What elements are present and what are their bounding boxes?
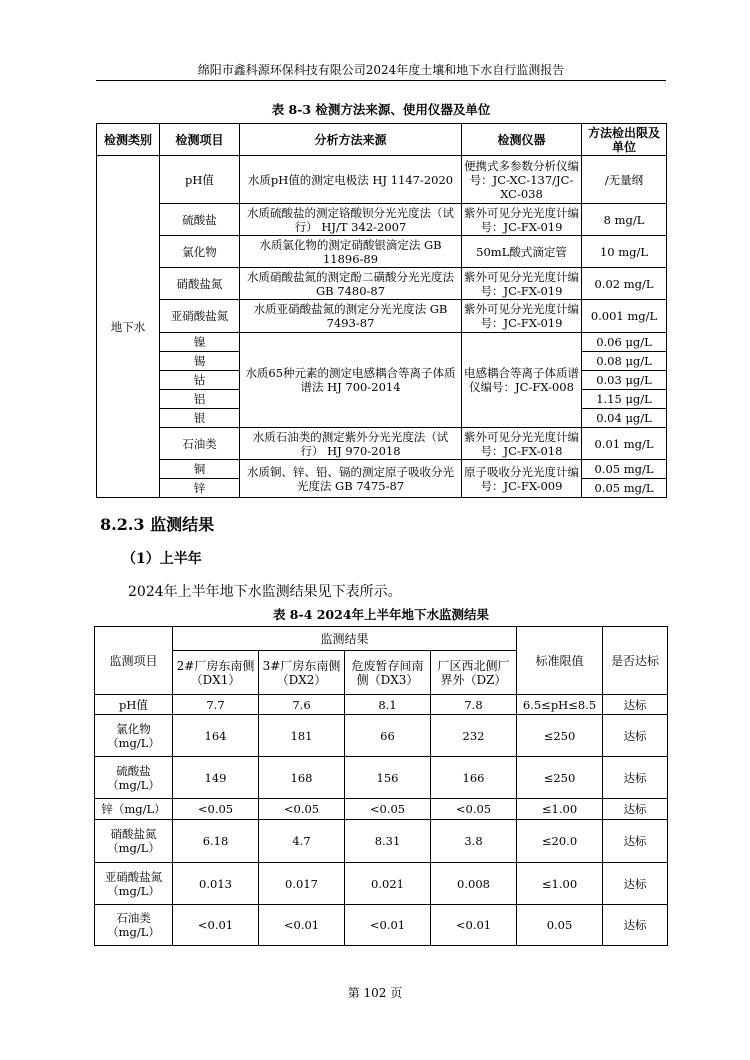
pass-cell: 达标 bbox=[603, 820, 668, 863]
pass-cell: 达标 bbox=[603, 757, 668, 799]
instrument-cell: 紫外可见分光光度计编号：JC-FX-019 bbox=[462, 268, 582, 300]
standard-cell: ≤1.00 bbox=[517, 799, 603, 820]
instrument-cell-icp: 电感耦合等离子体质谱仪编号：JC-FX-008 bbox=[462, 333, 582, 428]
method-table bbox=[96, 123, 667, 498]
header-site: 危废暂存间南侧（DX3） bbox=[345, 651, 431, 695]
instrument-cell: 便携式多参数分析仪编号：JC-XC-137/JC-XC-038 bbox=[462, 156, 582, 204]
method-cell: 水质亚硝酸盐氮的测定分光光度法 GB 7493-87 bbox=[240, 300, 462, 333]
header-instrument: 检测仪器 bbox=[462, 124, 582, 156]
limit-cell: 0.08 μg/L bbox=[582, 352, 667, 371]
method-cell: 水质硝酸盐氮的测定酚二磺酸分光光度法GB 7480-87 bbox=[240, 268, 462, 300]
value-cell: 8.1 bbox=[345, 695, 431, 715]
value-cell: <0.05 bbox=[259, 799, 345, 820]
header-category: 检测类别 bbox=[97, 124, 160, 156]
pass-cell: 达标 bbox=[603, 695, 668, 715]
method-cell: 水质pH值的测定电极法 HJ 1147-2020 bbox=[240, 156, 462, 204]
table-row bbox=[95, 799, 668, 820]
value-cell: <0.01 bbox=[345, 905, 431, 946]
value-cell: 6.18 bbox=[173, 820, 259, 863]
table1-caption: 表 8-3 检测方法来源、使用仪器及单位 bbox=[271, 102, 491, 117]
header-results: 监测结果 bbox=[173, 627, 517, 651]
section-title: 8.2.3 监测结果 bbox=[100, 515, 215, 534]
value-cell: <0.01 bbox=[431, 905, 517, 946]
value-cell: <0.05 bbox=[431, 799, 517, 820]
table-row bbox=[95, 905, 668, 946]
item-cell: 亚硝酸盐氮 bbox=[160, 300, 240, 333]
method-cell: 水质硫酸盐的测定铬酸钡分光光度法（试行） HJ/T 342-2007 bbox=[240, 204, 462, 236]
limit-cell: /无量纲 bbox=[582, 156, 667, 204]
item-cell: 石油类（mg/L） bbox=[95, 905, 173, 946]
value-cell: <0.05 bbox=[173, 799, 259, 820]
item-cell: 硫酸盐 bbox=[160, 204, 240, 236]
method-cell: 水质石油类的测定紫外分光光度法（试行） HJ 970-2018 bbox=[240, 428, 462, 460]
limit-cell: 8 mg/L bbox=[582, 204, 667, 236]
value-cell: 232 bbox=[431, 715, 517, 757]
standard-cell: 6.5≤pH≤8.5 bbox=[517, 695, 603, 715]
limit-cell: 0.02 mg/L bbox=[582, 268, 667, 300]
value-cell: <0.05 bbox=[345, 799, 431, 820]
pass-cell: 达标 bbox=[603, 715, 668, 757]
method-cell: 水质氯化物的测定硝酸银滴定法 GB 11896-89 bbox=[240, 236, 462, 268]
instrument-cell-aas: 原子吸收分光光度计编号：JC-FX-009 bbox=[462, 460, 582, 498]
limit-cell: 0.06 μg/L bbox=[582, 333, 667, 352]
value-cell: 7.7 bbox=[173, 695, 259, 715]
sub-title: （1）上半年 bbox=[122, 551, 202, 567]
item-cell: 氯化物 bbox=[160, 236, 240, 268]
value-cell: 7.8 bbox=[431, 695, 517, 715]
header-pass: 是否达标 bbox=[603, 627, 668, 695]
value-cell: 156 bbox=[345, 757, 431, 799]
item-cell: 锌 bbox=[160, 479, 240, 498]
header-site: 3#厂房东南侧（DX2） bbox=[259, 651, 345, 695]
table-row bbox=[95, 715, 668, 757]
value-cell: 0.021 bbox=[345, 863, 431, 905]
pass-cell: 达标 bbox=[603, 905, 668, 946]
item-cell: 银 bbox=[160, 409, 240, 428]
table2-caption: 表 8-4 2024年上半年地下水监测结果 bbox=[272, 607, 490, 622]
paragraph: 2024年上半年地下水监测结果见下表所示。 bbox=[128, 584, 402, 600]
method-cell-icp: 水质65种元素的测定电感耦合等离子体质谱法 HJ 700-2014 bbox=[240, 333, 462, 428]
item-cell: 硝酸盐氮 bbox=[160, 268, 240, 300]
item-cell: 锡 bbox=[160, 352, 240, 371]
value-cell: 181 bbox=[259, 715, 345, 757]
instrument-cell: 紫外可见分光光度计编号：JC-FX-019 bbox=[462, 204, 582, 236]
item-cell: 氯化物（mg/L） bbox=[95, 715, 173, 757]
header-method: 分析方法来源 bbox=[240, 124, 462, 156]
item-cell: pH值 bbox=[160, 156, 240, 204]
header-rule bbox=[96, 80, 666, 81]
method-cell-aas: 水质铜、锌、铅、镉的测定原子吸收分光光度法 GB 7475-87 bbox=[240, 460, 462, 498]
value-cell: 7.6 bbox=[259, 695, 345, 715]
limit-cell: 0.05 mg/L bbox=[582, 460, 667, 479]
item-cell: pH值 bbox=[95, 695, 173, 715]
header-limit: 方法检出限及单位 bbox=[582, 124, 667, 156]
value-cell: <0.01 bbox=[259, 905, 345, 946]
results-table bbox=[94, 626, 668, 946]
standard-cell: ≤250 bbox=[517, 757, 603, 799]
value-cell: 0.008 bbox=[431, 863, 517, 905]
standard-cell: ≤20.0 bbox=[517, 820, 603, 863]
category-cell: 地下水 bbox=[97, 156, 160, 498]
instrument-cell: 紫外可见分光光度计编号：JC-FX-018 bbox=[462, 428, 582, 460]
header-site: 2#厂房东南侧（DX1） bbox=[173, 651, 259, 695]
table-row bbox=[95, 757, 668, 799]
table-row bbox=[95, 863, 668, 905]
item-cell: 硫酸盐（mg/L） bbox=[95, 757, 173, 799]
value-cell: 4.7 bbox=[259, 820, 345, 863]
value-cell: 8.31 bbox=[345, 820, 431, 863]
limit-cell: 0.001 mg/L bbox=[582, 300, 667, 333]
item-cell: 钴 bbox=[160, 371, 240, 390]
item-cell: 亚硝酸盐氮（mg/L） bbox=[95, 863, 173, 905]
limit-cell: 0.05 mg/L bbox=[582, 479, 667, 498]
limit-cell: 0.01 mg/L bbox=[582, 428, 667, 460]
header-site: 厂区西北侧厂界外（DZ） bbox=[431, 651, 517, 695]
header-item: 监测项目 bbox=[95, 627, 173, 695]
limit-cell: 10 mg/L bbox=[582, 236, 667, 268]
item-cell: 镍 bbox=[160, 333, 240, 352]
pass-cell: 达标 bbox=[603, 799, 668, 820]
header-item: 检测项目 bbox=[160, 124, 240, 156]
standard-cell: ≤250 bbox=[517, 715, 603, 757]
value-cell: 166 bbox=[431, 757, 517, 799]
limit-cell: 1.15 μg/L bbox=[582, 390, 667, 409]
value-cell: 0.017 bbox=[259, 863, 345, 905]
header-standard: 标准限值 bbox=[517, 627, 603, 695]
pass-cell: 达标 bbox=[603, 863, 668, 905]
standard-cell: ≤1.00 bbox=[517, 863, 603, 905]
limit-cell: 0.04 μg/L bbox=[582, 409, 667, 428]
value-cell: 0.013 bbox=[173, 863, 259, 905]
page-number: 第 102 页 bbox=[347, 986, 403, 1000]
item-cell: 硝酸盐氮（mg/L） bbox=[95, 820, 173, 863]
value-cell: 164 bbox=[173, 715, 259, 757]
item-cell: 锌（mg/L） bbox=[95, 799, 173, 820]
value-cell: 149 bbox=[173, 757, 259, 799]
item-cell: 石油类 bbox=[160, 428, 240, 460]
table-row bbox=[95, 695, 668, 715]
value-cell: 66 bbox=[345, 715, 431, 757]
limit-cell: 0.03 μg/L bbox=[582, 371, 667, 390]
item-cell: 铜 bbox=[160, 460, 240, 479]
value-cell: <0.01 bbox=[173, 905, 259, 946]
instrument-cell: 50mL酸式滴定管 bbox=[462, 236, 582, 268]
table-row bbox=[95, 820, 668, 863]
item-cell: 铝 bbox=[160, 390, 240, 409]
standard-cell: 0.05 bbox=[517, 905, 603, 946]
value-cell: 3.8 bbox=[431, 820, 517, 863]
page-header: 绵阳市鑫科源环保科技有限公司2024年度土壤和地下水自行监测报告 bbox=[197, 63, 565, 77]
instrument-cell: 紫外可见分光光度计编号：JC-FX-019 bbox=[462, 300, 582, 333]
value-cell: 168 bbox=[259, 757, 345, 799]
